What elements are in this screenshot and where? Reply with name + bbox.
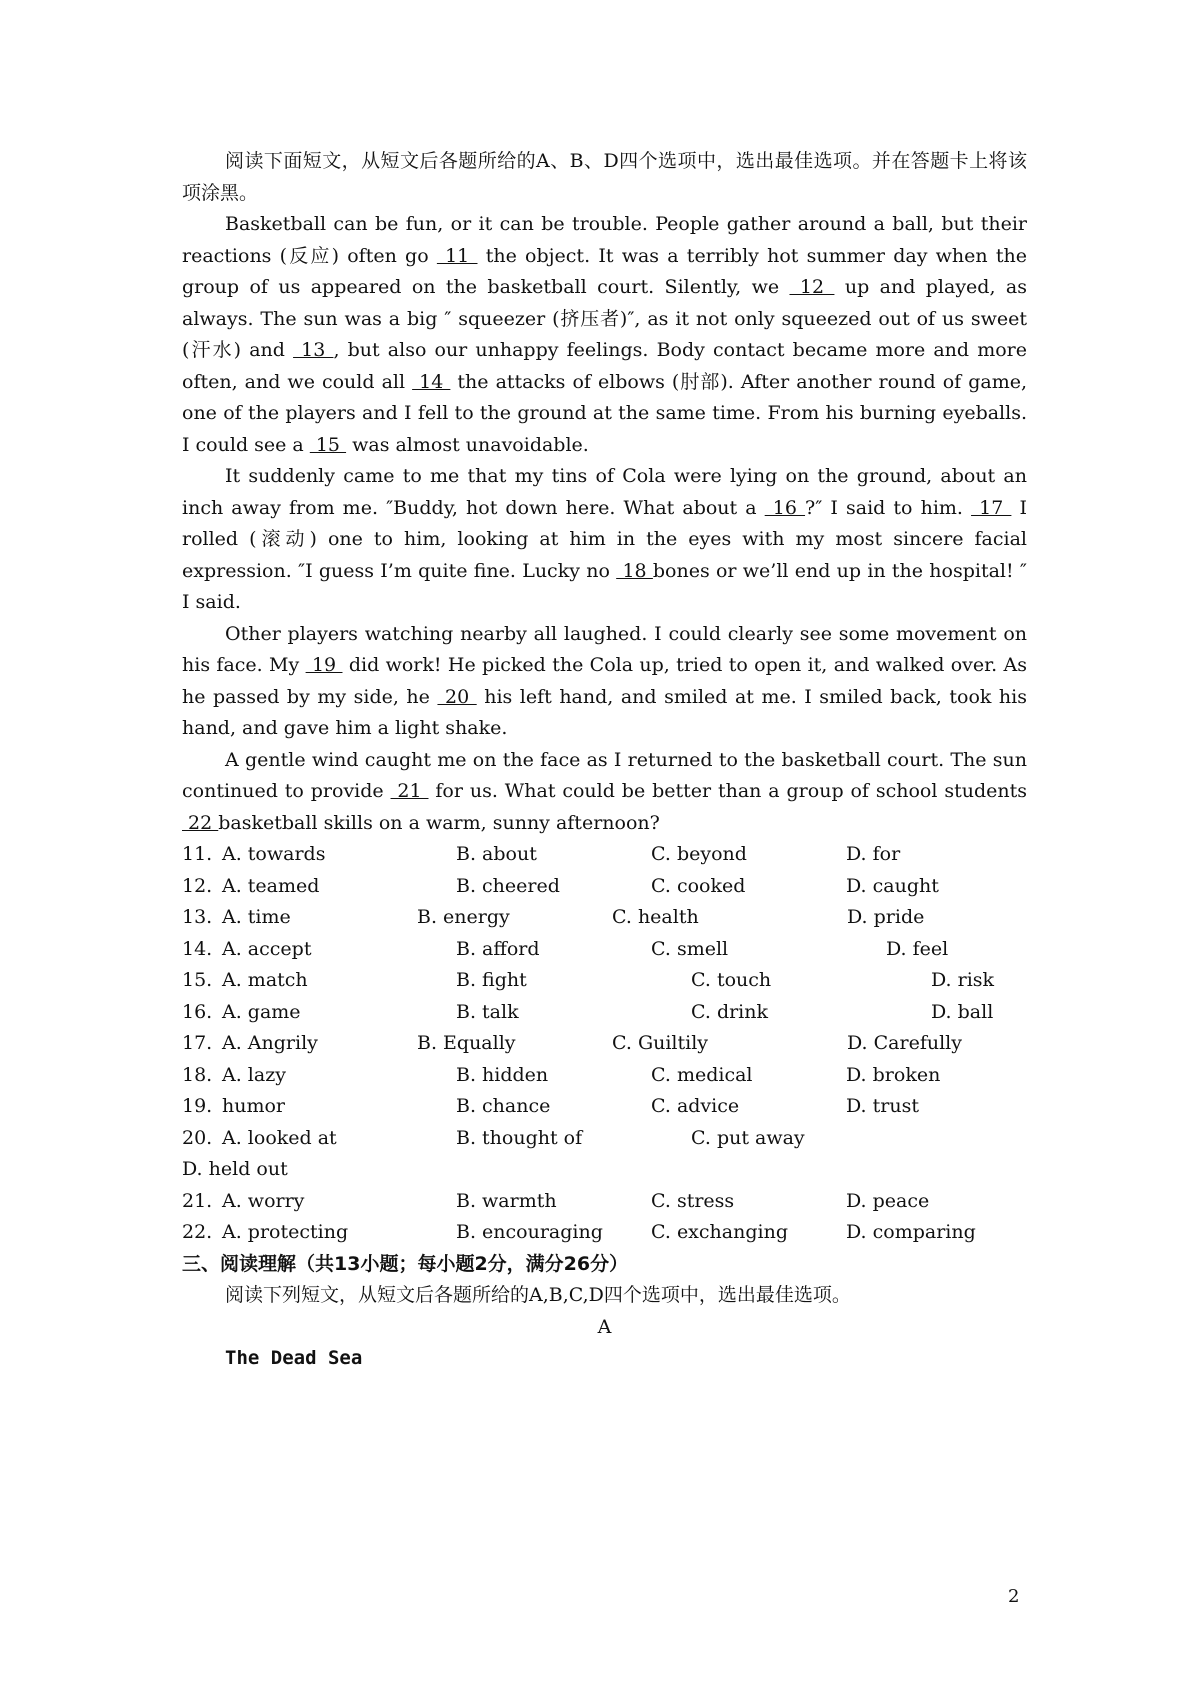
option-b: B. energy [417,906,510,928]
cloze-instructions: 阅读下面短文，从短文后各题所给的A、B、D四个选项中，选出最佳选项。并在答题卡上将该项涂黑。 [182,150,1027,204]
passage-text: It suddenly came to me that my tins of Cola were lying on the ground, about an inch away from me. ″Buddy, hot down here. What about a [182,465,1027,519]
passage-text: Other players watching nearby all laughed. I could clearly see some movement on his face. My [182,622,1027,676]
passage-text: , but also our unhappy feelings. Body contact became more and more often, and we could all [182,339,1027,393]
question-number: 19. [182,1095,213,1117]
passage-text: basketball skills on a warm, sunny afternoon? [218,811,660,834]
option-b: B. cheered [456,874,560,897]
option-a: A. lazy [222,1063,286,1086]
blank-number: 20 [437,685,477,708]
options-list [182,839,1027,1249]
option-row [182,1217,1027,1249]
option-b: B. fight [456,969,527,991]
question-number: 20. [182,1126,213,1149]
option-row [182,871,1027,903]
passage-text: bones or we’ll end up in the hospital! ″ I said. [182,559,1027,613]
option-d: D. Carefully [847,1032,962,1054]
passage-text: I rolled (滚动) one to him, looking at him in the eyes with my most sincere facial expression. ″I guess I’m quite fine. Lucky no [182,496,1028,582]
passage-text: did work! He picked the Cola up, tried to open it, and walked over. As he passed by my side, he [182,654,1027,708]
question-number: 16. [182,1000,213,1023]
cloze-passage [182,209,1027,839]
passage-text: up and played, as always. The sun was a big ″ squeezer (挤压者)″, as it not only squeezed out of us sweet (汗水) and [182,276,1027,361]
option-d: D. peace [846,1189,930,1212]
option-a: A. accept [222,937,312,960]
passage-text: the object. It was a terribly hot summer day when the group of us appeared on the basketball court. Silently, we [182,244,1027,298]
option-b: B. talk [456,1000,519,1023]
option-d: D. pride [847,906,925,928]
option-row [182,965,1027,997]
page-number: 2 [1008,1586,1020,1607]
option-c: C. advice [651,1095,740,1117]
question-number: 13. [182,906,213,928]
option-row [182,1028,1027,1060]
option-a: A. worry [222,1189,305,1212]
passage-text: the attacks of elbows (肘部). After another round of game, one of the players and I fell to the ground at the same time. From his burning eyeballs. I could see a [182,370,1027,456]
question-number: 12. [182,874,213,897]
option-d: D. broken [846,1063,941,1086]
option-a: A. looked at [222,1126,337,1149]
passage-text: A gentle wind caught me on the face as I returned to the basketball court. The sun continued to provide [182,748,1027,802]
option-c: C. stress [651,1189,735,1212]
option-a: A. towards [222,843,326,865]
section-instructions: 阅读下列短文，从短文后各题所给的A,B,C,D四个选项中，选出最佳选项。 [225,1284,851,1306]
passage-paragraph [182,745,1027,840]
option-c: C. put away [691,1126,805,1149]
option-a: A. Angrily [222,1032,318,1054]
option-row [182,1060,1027,1092]
passage-paragraph [182,461,1027,619]
option-d: D. risk [931,969,995,991]
question-number: 21. [182,1189,213,1212]
option-d: D. held out [182,1158,288,1180]
option-a: A. protecting [222,1221,349,1243]
passage-label: A [597,1315,612,1338]
option-b: B. thought of [456,1126,583,1149]
page-content [182,146,1027,1375]
option-a: A. game [222,1000,301,1023]
option-c: C. smell [651,937,729,960]
option-c: C. Guiltily [612,1032,709,1054]
blank-number: 22 [182,811,219,834]
option-c: C. beyond [651,843,747,865]
option-c: C. exchanging [651,1221,788,1243]
option-b: B. afford [456,937,540,960]
section-title: 三、阅读理解（共13小题；每小题2分，满分26分） [182,1252,629,1275]
option-b: B. about [456,843,537,865]
option-b: B. warmth [456,1189,557,1212]
option-row [182,1123,1027,1186]
option-b: B. encouraging [456,1221,603,1243]
passage-paragraph [182,619,1027,745]
blank-number: 12 [789,276,835,298]
option-a: A. teamed [222,874,320,897]
option-d: D. comparing [846,1221,976,1243]
blank-number: 19 [305,654,343,676]
option-c: C. drink [691,1000,769,1023]
passage-text: his left hand, and smiled at me. I smiled back, took his hand, and gave him a light shake. [182,685,1027,739]
option-a: A. match [222,969,308,991]
option-d: D. feel [886,937,949,960]
blank-number: 13 [293,339,334,361]
option-row [182,1186,1027,1218]
option-a: A. time [222,906,291,928]
passage-paragraph [182,209,1027,461]
option-b: B. hidden [456,1063,549,1086]
option-row [182,1091,1027,1123]
blank-number: 15 [309,433,347,456]
option-row [182,902,1027,934]
passage-title: The Dead Sea [225,1347,363,1369]
option-a: humor [222,1095,286,1117]
option-c: C. touch [691,969,772,991]
option-d: D. trust [846,1095,919,1117]
option-c: C. medical [651,1063,753,1086]
option-row [182,997,1027,1029]
option-d: D. ball [931,1000,994,1023]
option-d: D. caught [846,874,939,897]
blank-number: 17 [971,496,1012,519]
blank-number: 21 [390,780,429,802]
option-b: B. chance [456,1095,551,1117]
passage-text: for us. What could be better than a group of school students [428,780,1027,802]
option-row [182,839,1027,871]
question-number: 22. [182,1221,213,1243]
question-number: 17. [182,1032,213,1054]
blank-number: 16 [764,496,806,519]
blank-number: 11 [436,244,478,267]
blank-number: 18 [616,559,653,582]
option-row [182,934,1027,966]
question-number: 15. [182,969,213,991]
option-c: C. health [612,906,699,928]
passage-text: was almost unavoidable. [346,433,589,456]
question-number: 14. [182,937,213,960]
question-number: 11. [182,843,213,865]
passage-text: Basketball can be fun, or it can be trouble. People gather around a ball, but their reactions (反应) often go [182,213,1027,267]
option-d: D. for [846,843,901,865]
option-c: C. cooked [651,874,746,897]
blank-number: 14 [412,370,451,393]
passage-text: ?″ I said to him. [805,496,972,519]
question-number: 18. [182,1063,213,1086]
option-b: B. Equally [417,1032,516,1054]
